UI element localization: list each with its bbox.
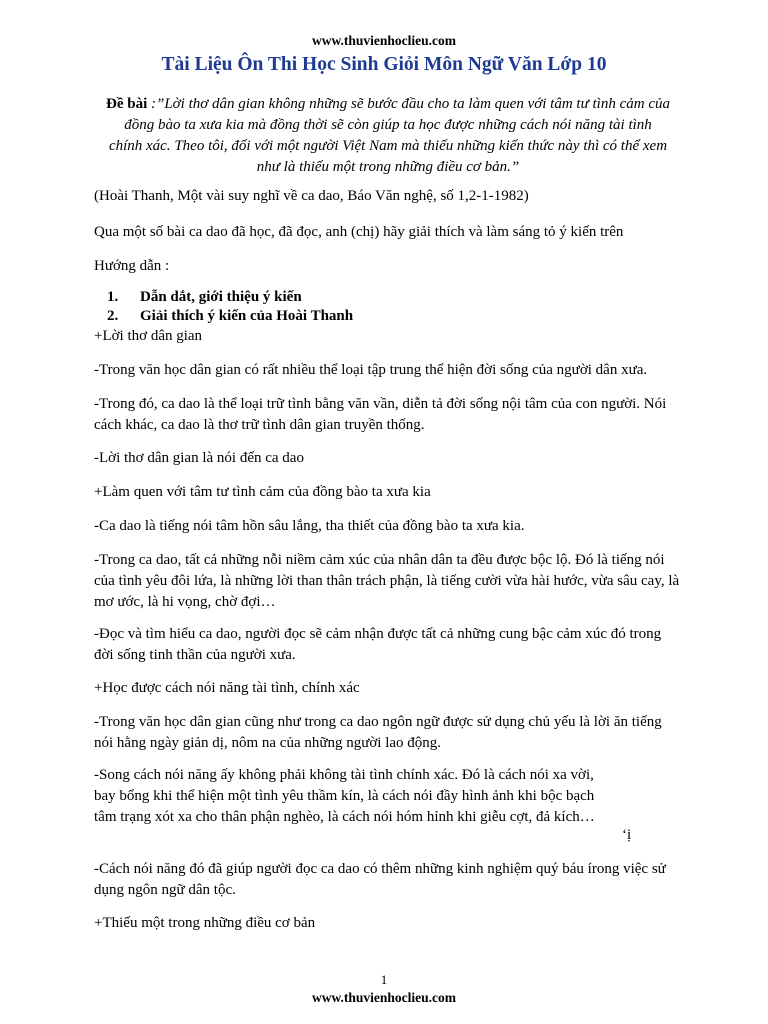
prompt-line-2: đồng bào ta xưa kia mà đồng thời sẽ còn giúp ta học được những cách nói năng tài tình	[124, 117, 652, 133]
paragraph: -Trong đó, ca dao là thể loại trữ tình bằng văn vần, diễn tả đời sống nội tâm của con người. Nói cách khác, ca dao là thơ trữ tình dân gian truyền thống.	[94, 396, 667, 433]
task-text: Qua một số bài ca dao đã học, đã đọc, anh (chị) hãy giải thích và làm sáng tỏ ý kiến trên	[94, 224, 624, 240]
paragraph: +Làm quen với tâm tư tình cảm của đồng bào ta xưa kia	[94, 484, 431, 500]
paragraph: +Lời thơ dân gian	[94, 328, 203, 344]
stray-mark: ‘ị	[622, 827, 632, 843]
paragraph: -Đọc và tìm hiểu ca dao, người đọc sẽ cảm nhận được tất cả những cung bậc cảm xúc đó trong đời sống tinh thần của người xưa.	[94, 626, 662, 663]
prompt-line-4: như là thiếu một trong những điều cơ bản.”	[256, 159, 520, 175]
document-title: Tài Liệu Ôn Thi Học Sinh Giỏi Môn Ngữ Văn Lớp 10	[161, 54, 607, 75]
footer-url[interactable]: www.thuvienhoclieu.com	[311, 990, 456, 1005]
prompt-quote	[88, 94, 688, 178]
prompt-label: Đề bài	[105, 96, 148, 112]
list-number: 2.	[107, 308, 119, 324]
list-item	[107, 288, 607, 307]
header-url[interactable]: www.thuvienhoclieu.com	[311, 33, 456, 48]
list-number: 1.	[107, 289, 119, 305]
paragraph: -Ca dao là tiếng nói tâm hồn sâu lắng, tha thiết của đồng bào ta xưa kia.	[94, 518, 525, 534]
paragraph: -Trong ca dao, tất cả những nỗi niềm cảm xúc của nhân dân ta đều được bộc lộ. Đó là tiếng nói của tình yêu đôi lứa, là những lời than thân trách phận, là tiếng cười vừa hài hước, vừa sâu cay, là mơ ước, là hi vọng, chờ đợi…	[94, 552, 680, 610]
paragraph: +Học được cách nói năng tài tình, chính xác	[94, 680, 360, 696]
list-text: Dẫn dắt, giới thiệu ý kiến	[140, 289, 302, 305]
prompt-line-3: chính xác. Theo tôi, đối với một người Việt Nam mà thiếu những kiến thức này thì có thể xem	[108, 138, 668, 154]
source-citation: (Hoài Thanh, Một vài suy nghĩ về ca dao, Báo Văn nghệ, số 1,2-1-1982)	[94, 188, 529, 204]
list-text: Giải thích ý kiến của Hoài Thanh	[140, 308, 354, 324]
page-number: 1	[380, 972, 388, 987]
paragraph: -Lời thơ dân gian là nói đến ca dao	[94, 450, 304, 466]
prompt-line-1: :”Lời thơ dân gian không những sẽ bước đầu cho ta làm quen với tâm tư tình cảm của	[147, 96, 671, 112]
paragraph: -Cách nói năng đó đã giúp người đọc ca dao có thêm những kinh nghiệm quý báu írong việc sử dụng ngôn ngữ dân tộc.	[94, 861, 666, 898]
paragraph: -Song cách nói năng ấy không phải không tài tình chính xác. Đó là cách nói xa vời, bay bổng khi thể hiện một tình yêu thầm kín, là cách nói đầy hình ảnh khi bộc bạch tâm trạng xót xa cho thân phận nghèo, là cách nói hóm hỉnh khi giễu cợt, đả kích…	[94, 767, 595, 825]
list-item	[107, 307, 607, 326]
paragraph: -Trong văn học dân gian cũng như trong ca dao ngôn ngữ được sử dụng chủ yếu là lời ăn tiếng nói hằng ngày giản dị, nôm na của những người lao động.	[94, 714, 662, 751]
paragraph: -Trong văn học dân gian có rất nhiều thể loại tập trung thể hiện đời sống của người dân xưa.	[94, 362, 648, 378]
paragraph: +Thiếu một trong những điều cơ bản	[94, 915, 316, 931]
guide-label: Hướng dẫn :	[94, 258, 170, 274]
